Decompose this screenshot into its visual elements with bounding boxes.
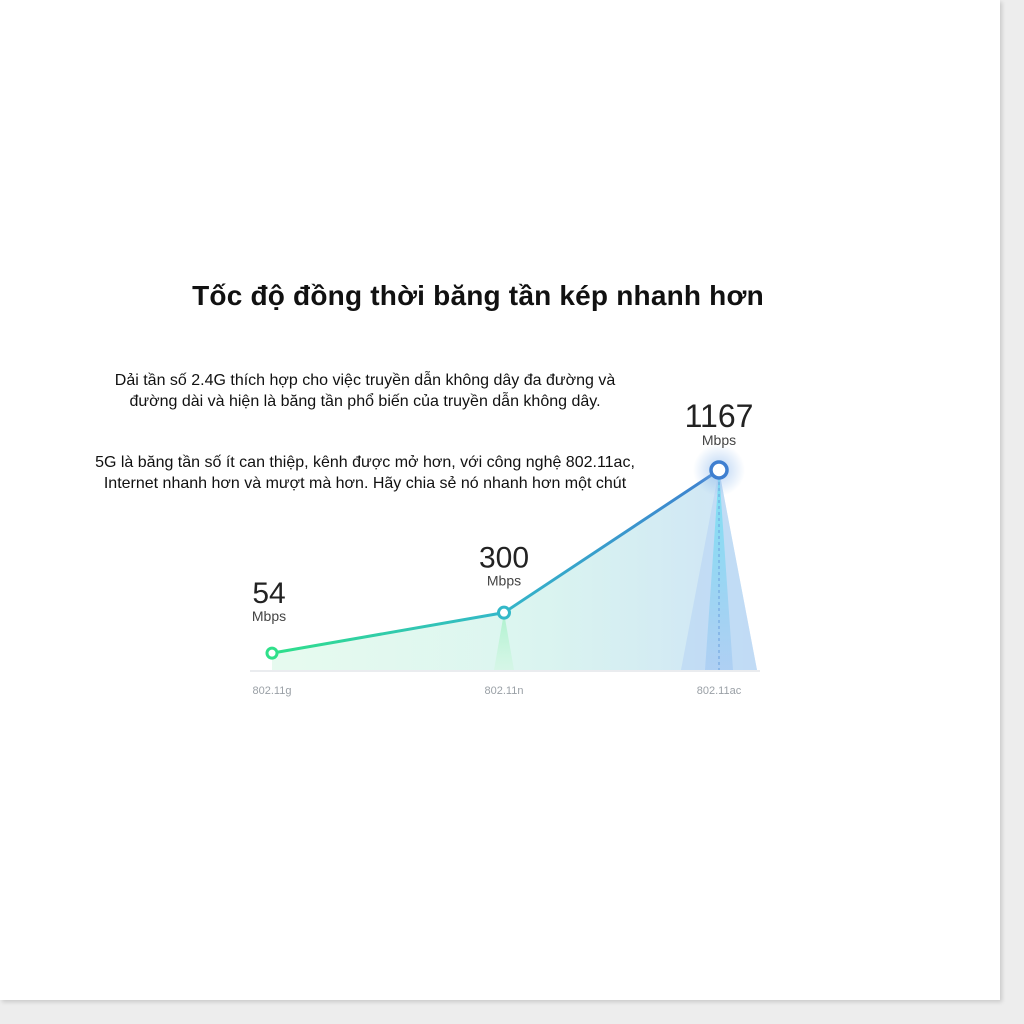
unit-label-80211g: Mbps <box>251 608 287 625</box>
unit-label-80211ac: Mbps <box>701 432 737 448</box>
description-5g-line-1: 5G là băng tần số ít can thiệp, kênh được mở hơn, với công nghệ 802.11ac, <box>95 454 635 471</box>
x-tick-80211g: 802.11g <box>252 685 292 697</box>
data-point-80211ac <box>711 462 727 478</box>
x-tick-80211ac: 802.11ac <box>696 685 742 697</box>
data-point-80211g <box>267 648 277 658</box>
description-2-4g-line-1: Dải tần số 2.4G thích hợp cho việc truyền dẫn không dây đa đường và <box>114 372 616 389</box>
data-label-80211n: 300 <box>478 541 530 575</box>
description-2-4g-line-2: đường dài và hiện là băng tần phổ biến của truyền dẫn không dây. <box>129 393 601 410</box>
data-point-80211n <box>499 607 510 618</box>
data-label-80211g: 54 <box>252 577 286 611</box>
page-title: Tốc độ đồng thời băng tần kép nhanh hơn <box>192 280 764 311</box>
description-5g-line-2: Internet nhanh hơn và mượt mà hơn. Hãy chia sẻ nó nhanh hơn một chút <box>103 475 627 492</box>
data-label-80211ac: 1167 <box>684 398 754 434</box>
unit-label-80211n: Mbps <box>486 572 522 589</box>
x-tick-80211n: 802.11n <box>484 685 524 697</box>
